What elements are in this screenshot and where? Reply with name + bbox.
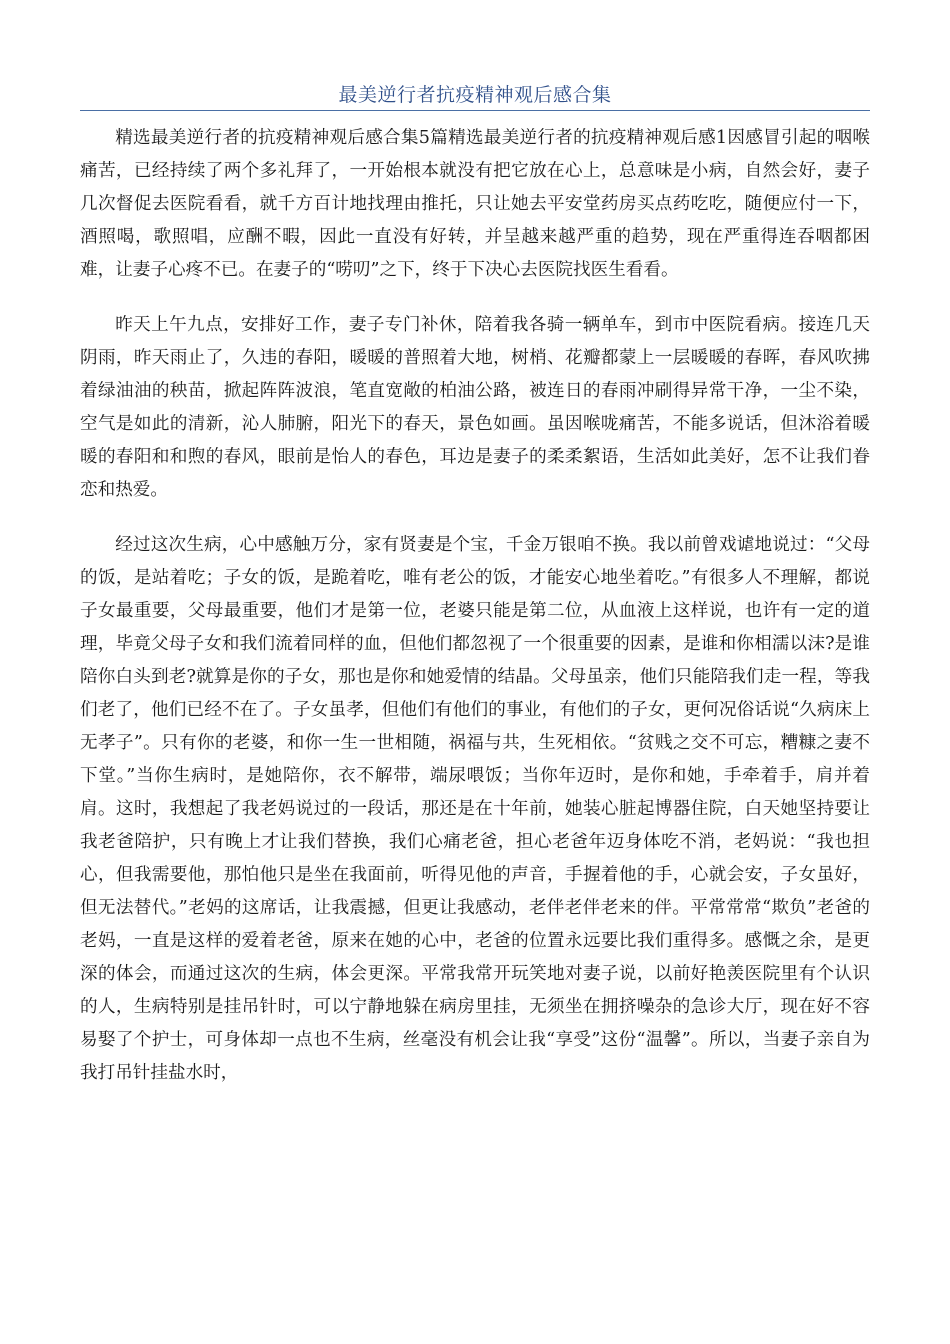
paragraph-3: 经过这次生病，心中感触万分，家有贤妻是个宝，千金万银咱不换。我以前曾戏谑地说过：“父母的饭，是站着吃；子女的饭，是跪着吃，唯有老公的饭，才能安心地坐着吃。”有很多人不理解，都说子女最重要，父母最重要，他们才是第一位，老婆只能是第二位，从血液上这样说，也许有一定的道理，毕竟父母子女和我们流着同样的血，但他们都忽视了一个很重要的因素，是谁和你相濡以沫?是谁陪你白头到老?就算是你的子女，那也是你和她爱情的结晶。父母虽亲，他们只能陪我们走一程，等我们老了，他们已经不在了。子女虽孝，但他们有他们的事业，有他们的子女，更何况俗话说“久病床上无孝子”。只有你的老婆，和你一生一世相随，祸福与共，生死相依。“贫贱之交不可忘，糟糠之妻不下堂。”当你生病时，是她陪你，衣不解带，端尿喂饭；当你年迈时，是你和她，手牵着手，肩并着肩。这时，我想起了我老妈说过的一段话，那还是在十年前，她装心脏起博器住院，白天她坚持要让我老爸陪护，只有晚上才让我们替换，我们心痛老爸，担心老爸年迈身体吃不消，老妈说：“我也担心，但我需要他，那怕他只是坐在我面前，听得见他的声音，手握着他的手，心就会安，子女虽好，但无法替代。”老妈的这席话，让我震撼，但更让我感动，老伴老伴老来的伴。平常常常“欺负”老爸的老妈，一直是这样的爱着老爸，原来在她的心中，老爸的位置永远要比我们重得多。感慨之余，是更深的体会，而通过这次的生病，体会更深。平常我常开玩笑地对妻子说，以前好艳羡医院里有个认识的人，生病特别是挂吊针时，可以宁静地躲在病房里挂，无须坐在拥挤噪杂的急诊大厅，现在好不容易娶了个护士，可身体却一点也不生病，丝毫没有机会让我“享受”这份“温馨”。所以，当妻子亲自为我打吊针挂盐水时，	[80, 535, 870, 1083]
paragraph-1: 精选最美逆行者的抗疫精神观后感合集5篇精选最美逆行者的抗疫精神观后感1因感冒引起的咽喉痛苦，已经持续了两个多礼拜了，一开始根本就没有把它放在心上，总意味是小病，自然会好，妻子几次督促去医院看看，就千方百计地找理由推托，只让她去平安堂药房买点药吃吃，随便应付一下，酒照喝，歌照唱，应酬不暇，因此一直没有好转，并呈越来越严重的趋势，现在严重得连吞咽都困难，让妻子心疼不已。在妻子的“唠叨”之下，终于下决心去医院找医生看看。	[80, 128, 870, 280]
paragraph-2: 昨天上午九点，安排好工作，妻子专门补休，陪着我各骑一辆单车，到市中医院看病。接连几天阴雨，昨天雨止了，久违的春阳，暖暖的普照着大地，树梢、花瓣都蒙上一层暖暖的春晖，春风吹拂着绿油油的秧苗，掀起阵阵波浪，笔直宽敞的柏油公路，被连日的春雨冲刷得异常干净，一尘不染，空气是如此的清新，沁人肺腑，阳光下的春天，景色如画。虽因喉咙痛苦，不能多说话，但沐浴着暖暖的春阳和和煦的春风，眼前是怡人的春色，耳边是妻子的柔柔絮语，生活如此美好，怎不让我们眷恋和热爱。	[80, 315, 870, 500]
document-title: 最美逆行者抗疫精神观后感合集	[338, 84, 612, 106]
document-body	[80, 122, 870, 1112]
title-underline	[80, 110, 870, 111]
